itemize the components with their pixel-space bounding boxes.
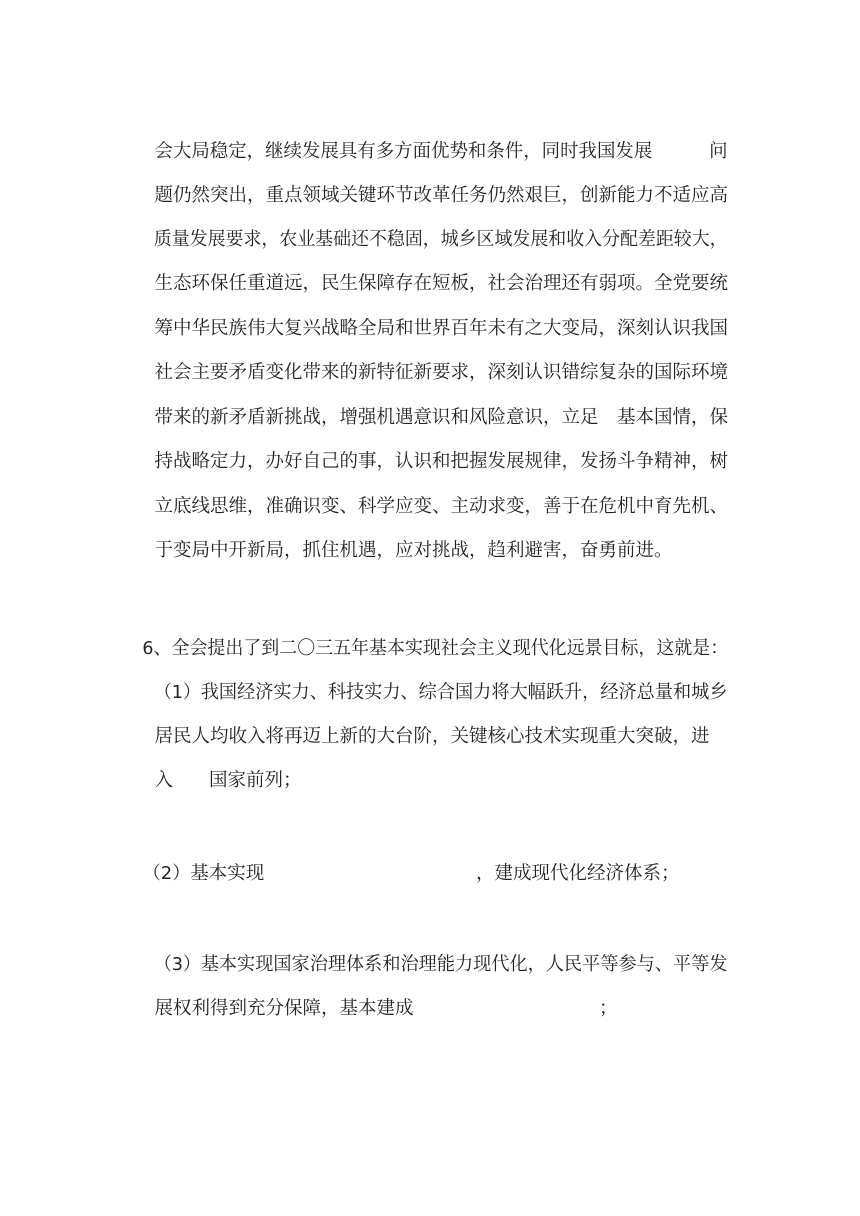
text-segment: 基本国情，保 <box>617 407 729 428</box>
text-line <box>131 973 618 1045</box>
text-segment: 居民人均收入将再迈上新的大台阶，关键核心技术实现重大突破，进 <box>154 726 710 747</box>
text-segment: 生态环保任重道远，民生保障存在短板，社会治理还有弱项。全党要统 <box>154 273 729 294</box>
text-segment: 于变局中开新局，抓住机遇，应对挑战，趋利避害，奋勇前进。 <box>154 540 673 561</box>
text-segment: 题仍然突出，重点领域关键环节改革任务仍然艰巨，创新能力不适应高 <box>154 185 729 206</box>
text-line <box>131 745 302 817</box>
text-segment: 会大局稳定，继续发展具有多方面优势和条件，同时我国发展 <box>154 141 653 162</box>
text-line <box>131 515 673 587</box>
text-segment: ； <box>599 998 618 1019</box>
text-segment: 国家前列； <box>209 770 302 791</box>
item-2 <box>131 838 680 886</box>
text-segment: 持战略定力，办好自己的事，认识和把握发展规律，发扬斗争精神，树 <box>154 451 729 472</box>
text-segment: 筹中华民族伟大复兴战略全局和世界百年未有之大变局，深刻认识我国 <box>154 318 729 339</box>
text-segment: 基本实现国家治理体系和治理能力现代化，人民平等参与、平等发 <box>200 954 728 975</box>
text-segment: 质量发展要求，农业基础还不稳固，城乡区域发展和收入分配差距较大， <box>153 229 728 250</box>
text-segment: 展权利得到充分保障，基本建成 <box>154 998 414 1019</box>
item-marker: （1） <box>154 682 201 703</box>
text-segment: 基本实现 <box>190 863 265 884</box>
text-segment: 带来的新矛盾新挑战，增强机遇意识和风险意识，立足 <box>154 407 599 428</box>
text-segment: 立底线思维，准确识变、科学应变、主动求变，善于在危机中育先机、 <box>154 496 729 517</box>
text-segment: 问 <box>709 141 728 162</box>
heading-text: 、全会提出了到二〇三五年基本实现社会主义现代化远景目标，这就是： <box>153 638 729 659</box>
text-segment: ，建成现代化经济体系； <box>476 863 680 884</box>
text-segment: 我国经济实力、科技实力、综合国力将大幅跃升，经济总量和城乡 <box>200 682 728 703</box>
section-6-heading <box>131 613 728 661</box>
heading-number: 6 <box>142 638 154 659</box>
text-segment: 入 <box>154 770 174 791</box>
text-line <box>131 701 710 773</box>
item-marker: （3） <box>154 954 201 975</box>
item-marker: （2） <box>142 863 191 884</box>
text-segment: 社会主要矛盾变化带来的新特征新要求，深刻认识错综复杂的国际环境 <box>154 362 729 383</box>
